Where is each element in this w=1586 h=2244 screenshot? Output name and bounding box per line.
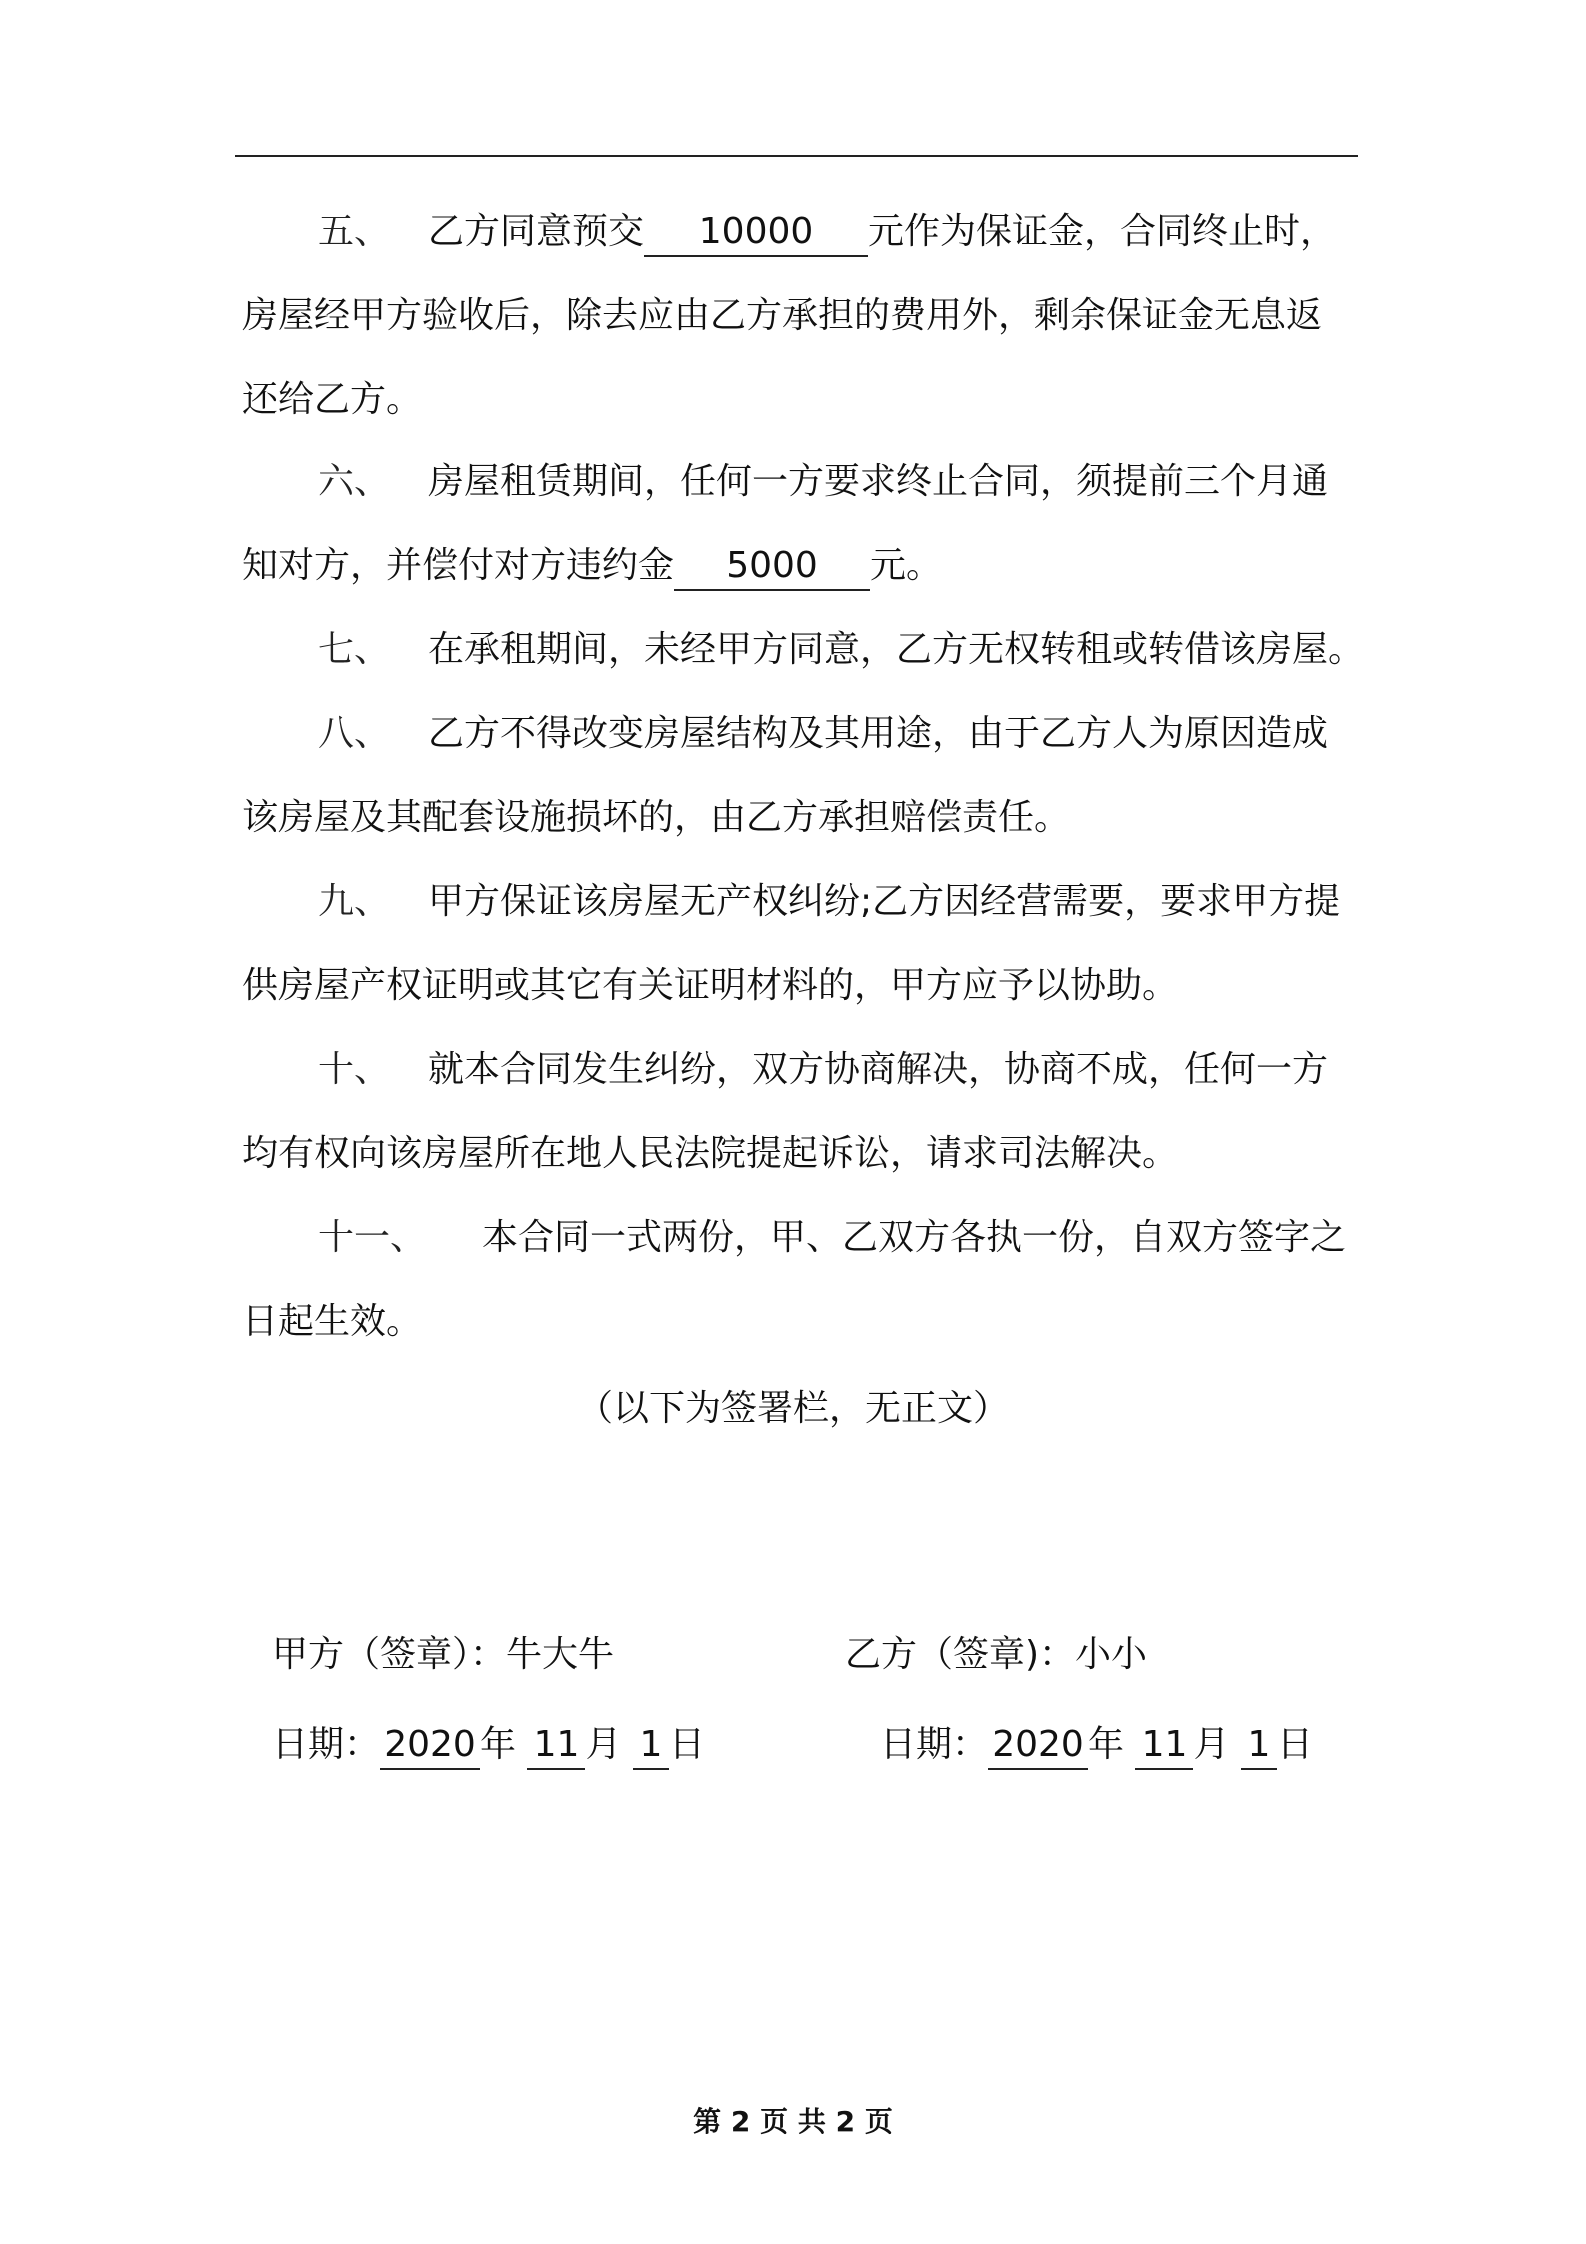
page-footer: 第 2 页 共 2 页	[693, 2105, 893, 2138]
party-a-month: 11	[527, 1722, 585, 1770]
clause-number: 六、	[318, 461, 391, 502]
clause-number: 五、	[318, 211, 391, 252]
clause-9: 九、 甲方保证该房屋无产权纠纷;乙方因经营需要，要求甲方提 供房屋产权证明或其它有关证明材料的，甲方应予以协助。	[242, 860, 1362, 1028]
clause-number: 八、	[318, 713, 391, 754]
clause-8: 八、 乙方不得改变房屋结构及其用途，由于乙方人为原因造成 该房屋及其配套设施损坏的，由乙方承担赔偿责任。	[242, 692, 1362, 860]
party-b-date: 日期： 2020 年 11 月 1 日	[880, 1716, 1313, 1770]
clause-10: 十、 就本合同发生纠纷，双方协商解决，协商不成，任何一方 均有权向该房屋所在地人民法院提起诉讼，请求司法解决。	[242, 1028, 1362, 1196]
party-a-day: 1	[633, 1722, 669, 1770]
party-b-year: 2020	[988, 1722, 1088, 1770]
clause-number: 十、	[318, 1049, 391, 1090]
clause-7: 七、 在承租期间，未经甲方同意，乙方无权转租或转借该房屋。	[242, 608, 1362, 692]
party-a-label: 甲方（签章）：	[272, 1634, 507, 1675]
clause-number: 九、	[318, 881, 391, 922]
party-b-label: 乙方（签章)：	[845, 1634, 1076, 1675]
clause-6: 六、 房屋租赁期间，任何一方要求终止合同，须提前三个月通 知对方，并偿付对方违约金 5000 元。	[242, 440, 1362, 608]
party-a-date: 日期： 2020 年 11 月 1 日	[272, 1716, 705, 1770]
penalty-amount: 5000	[674, 543, 870, 591]
party-b-signature	[845, 1626, 1147, 1677]
clause-11: 十一、 本合同一式两份，甲、乙双方各执一份，自双方签字之 日起生效。	[242, 1196, 1362, 1364]
party-b-day: 1	[1241, 1722, 1277, 1770]
party-a-name: 牛大牛	[506, 1634, 615, 1675]
header-rule	[235, 155, 1358, 157]
party-b-month: 11	[1135, 1722, 1193, 1770]
party-a-year: 2020	[380, 1722, 480, 1770]
clause-number: 十一、	[318, 1217, 427, 1258]
clause-number: 七、	[318, 629, 391, 670]
clause-5: 五、 乙方同意预交 10000 元作为保证金，合同终止时， 房屋经甲方验收后，除去应由乙方承担的费用外，剩余保证金无息返 还给乙方。	[242, 190, 1362, 442]
signature-note: （以下为签署栏，无正文）	[576, 1388, 1009, 1429]
deposit-amount: 10000	[644, 209, 868, 257]
party-a-signature	[272, 1626, 614, 1677]
party-b-name: 小小	[1075, 1634, 1148, 1675]
